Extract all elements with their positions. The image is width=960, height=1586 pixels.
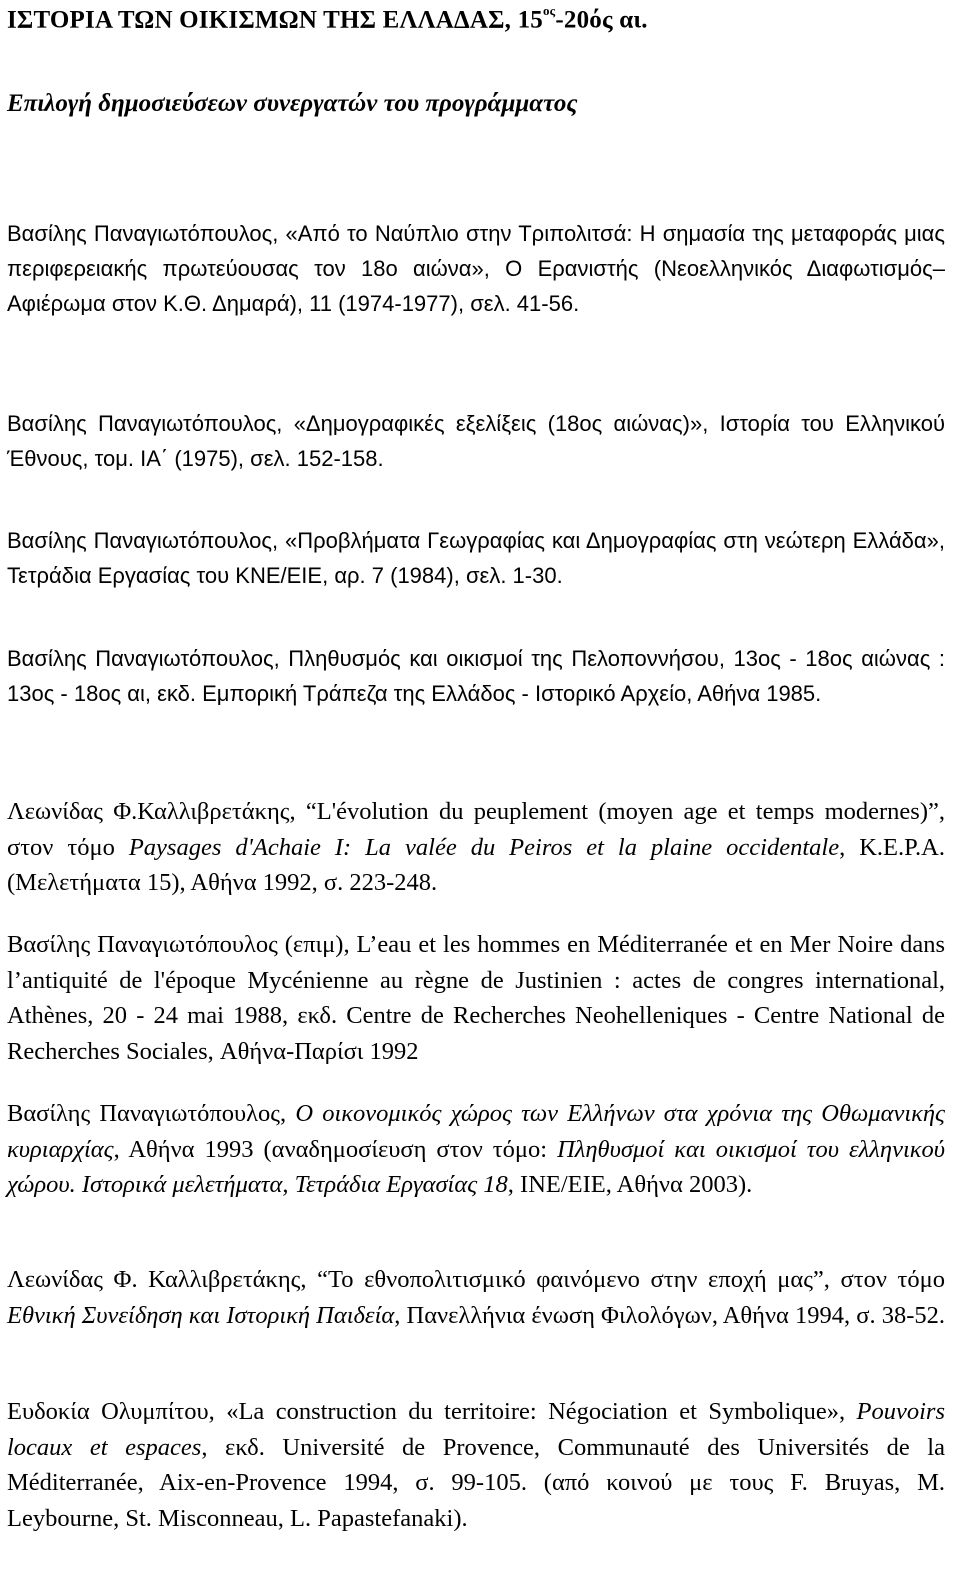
entry-7-italic-volume: Πληθυσμοί και οικισμοί του ελληνικού χώρου. Ιστορικά μελετήματα, Τετράδια Εργασίας 18 — [7, 1135, 945, 1198]
bibliography-entry-9 — [7, 1394, 945, 1536]
entry-9-italic-title: Pouvoirs locaux et espaces — [7, 1398, 945, 1461]
bibliography-entry-7 — [7, 1096, 945, 1203]
entry-7-part-1: Βασίλης Παναγιωτόπουλος, — [7, 1100, 296, 1127]
bibliography-entry-8 — [7, 1262, 945, 1333]
entry-8-italic-title: Εθνική Συνείδηση και Ιστορική Παιδεία — [7, 1301, 395, 1329]
entry-5-italic-title: Paysages d'Achaie I: La valée du Peiros et la plaine occidentale — [128, 833, 840, 861]
bibliography-entry-6: Βασίλης Παναγιωτόπουλος (επιμ), L’eau et les hommes en Méditerranée et en Mer Noire dans l’antiquité de l'époque Mycénienne au règne de Justinien : actes de congres international, Athènes, 20 - 24 mai 1988, εκδ. Centre de Recherches Neohelleniques - Centre National de Recherches Sociales, Αθήνα-Παρίσι 1992 — [7, 931, 945, 1065]
title-end: -20ός αι. — [555, 6, 648, 34]
entry-5-part-1: Λεωνίδας Φ.Καλλιβρετάκης, “L'évolution du peuplement (moyen age et temps modernes)”, στον τόμο — [7, 798, 945, 861]
page-subtitle: Επιλογή δημοσιεύσεων συνεργατών του προγράμματος — [7, 90, 578, 117]
bibliography-entry-1: Βασίλης Παναγιωτόπουλος, «Από το Ναύπλιο στην Τριπολιτσά: Η σημασία της μεταφοράς μιας περιφερειακής πρωτεύουσας τον 18ο αιώνα», Ο Ερανιστής (Νεοελληνικός Διαφωτισμός–Αφιέρωμα στον Κ.Θ. Δημαρά), 11 (1974-1977), σελ. 41-56. — [7, 221, 945, 316]
entry-5-part-2: , Κ.Ε.Ρ.Α. (Μελετήματα 15), Αθήνα 1992, σ. 223-248. — [7, 833, 945, 896]
title-text: ΙΣΤΟΡΙΑ ΤΩΝ ΟΙΚΙΣΜΩΝ ΤΗΣ ΕΛΛΑΔΑΣ, 15 — [7, 6, 543, 34]
entry-8-part-1: Λεωνίδας Φ. Καλλιβρετάκης, “Το εθνοπολιτισμικό φαινόμενο στην εποχή μας”, στον τόμο — [7, 1266, 945, 1293]
entry-7-part-2: , Αθήνα 1993 (αναδημοσίευση στον τόμο: — [113, 1135, 558, 1163]
bibliography-entry-2: Βασίλης Παναγιωτόπουλος, «Δημογραφικές εξελίξεις (18ος αιώνας)», Ιστορία του Ελληνικού Έθνους, τομ. ΙΑ΄ (1975), σελ. 152-158. — [7, 411, 945, 471]
page-title — [7, 3, 648, 34]
bibliography-entry-4: Βασίλης Παναγιωτόπουλος, Πληθυσμός και οικισμοί της Πελοποννήσου, 13ος - 18ος αιώνας : 13ος - 18ος αι, εκδ. Εμπορική Τράπεζα της Ελλάδος - Ιστορικό Αρχείο, Αθήνα 1985. — [7, 646, 945, 706]
bibliography-entry-5 — [7, 794, 945, 901]
bibliography-entry-3: Βασίλης Παναγιωτόπουλος, «Προβλήματα Γεωγραφίας και Δημογραφίας στη νεώτερη Ελλάδα», Τετράδια Εργασίας του ΚΝΕ/ΕΙΕ, αρ. 7 (1984), σελ. 1-30. — [7, 528, 945, 588]
entry-9-part-2: , εκδ. Université de Provence, Communauté des Universités de la Méditerranée, Aix-en-Provence 1994, σ. 99-105. (από κοινού με τους F. Bruyas, M. Leybourne, St. Misconneau, L. Papastefanaki). — [7, 1433, 945, 1532]
entry-8-part-2: , Πανελλήνια ένωση Φιλολόγων, Αθήνα 1994, σ. 38-52. — [394, 1301, 945, 1329]
title-superscript: ος — [542, 3, 556, 18]
entry-7-italic-title: Ο οικονομικός χώρος των Ελλήνων στα χρόνια της Οθωμανικής κυριαρχίας — [7, 1100, 945, 1163]
entry-9-part-1: Ευδοκία Ολυμπίτου, «La construction du territoire: Négociation et Symbolique», — [7, 1398, 857, 1425]
entry-7-part-3: , ΙΝΕ/ΕΙΕ, Αθήνα 2003). — [507, 1171, 753, 1198]
